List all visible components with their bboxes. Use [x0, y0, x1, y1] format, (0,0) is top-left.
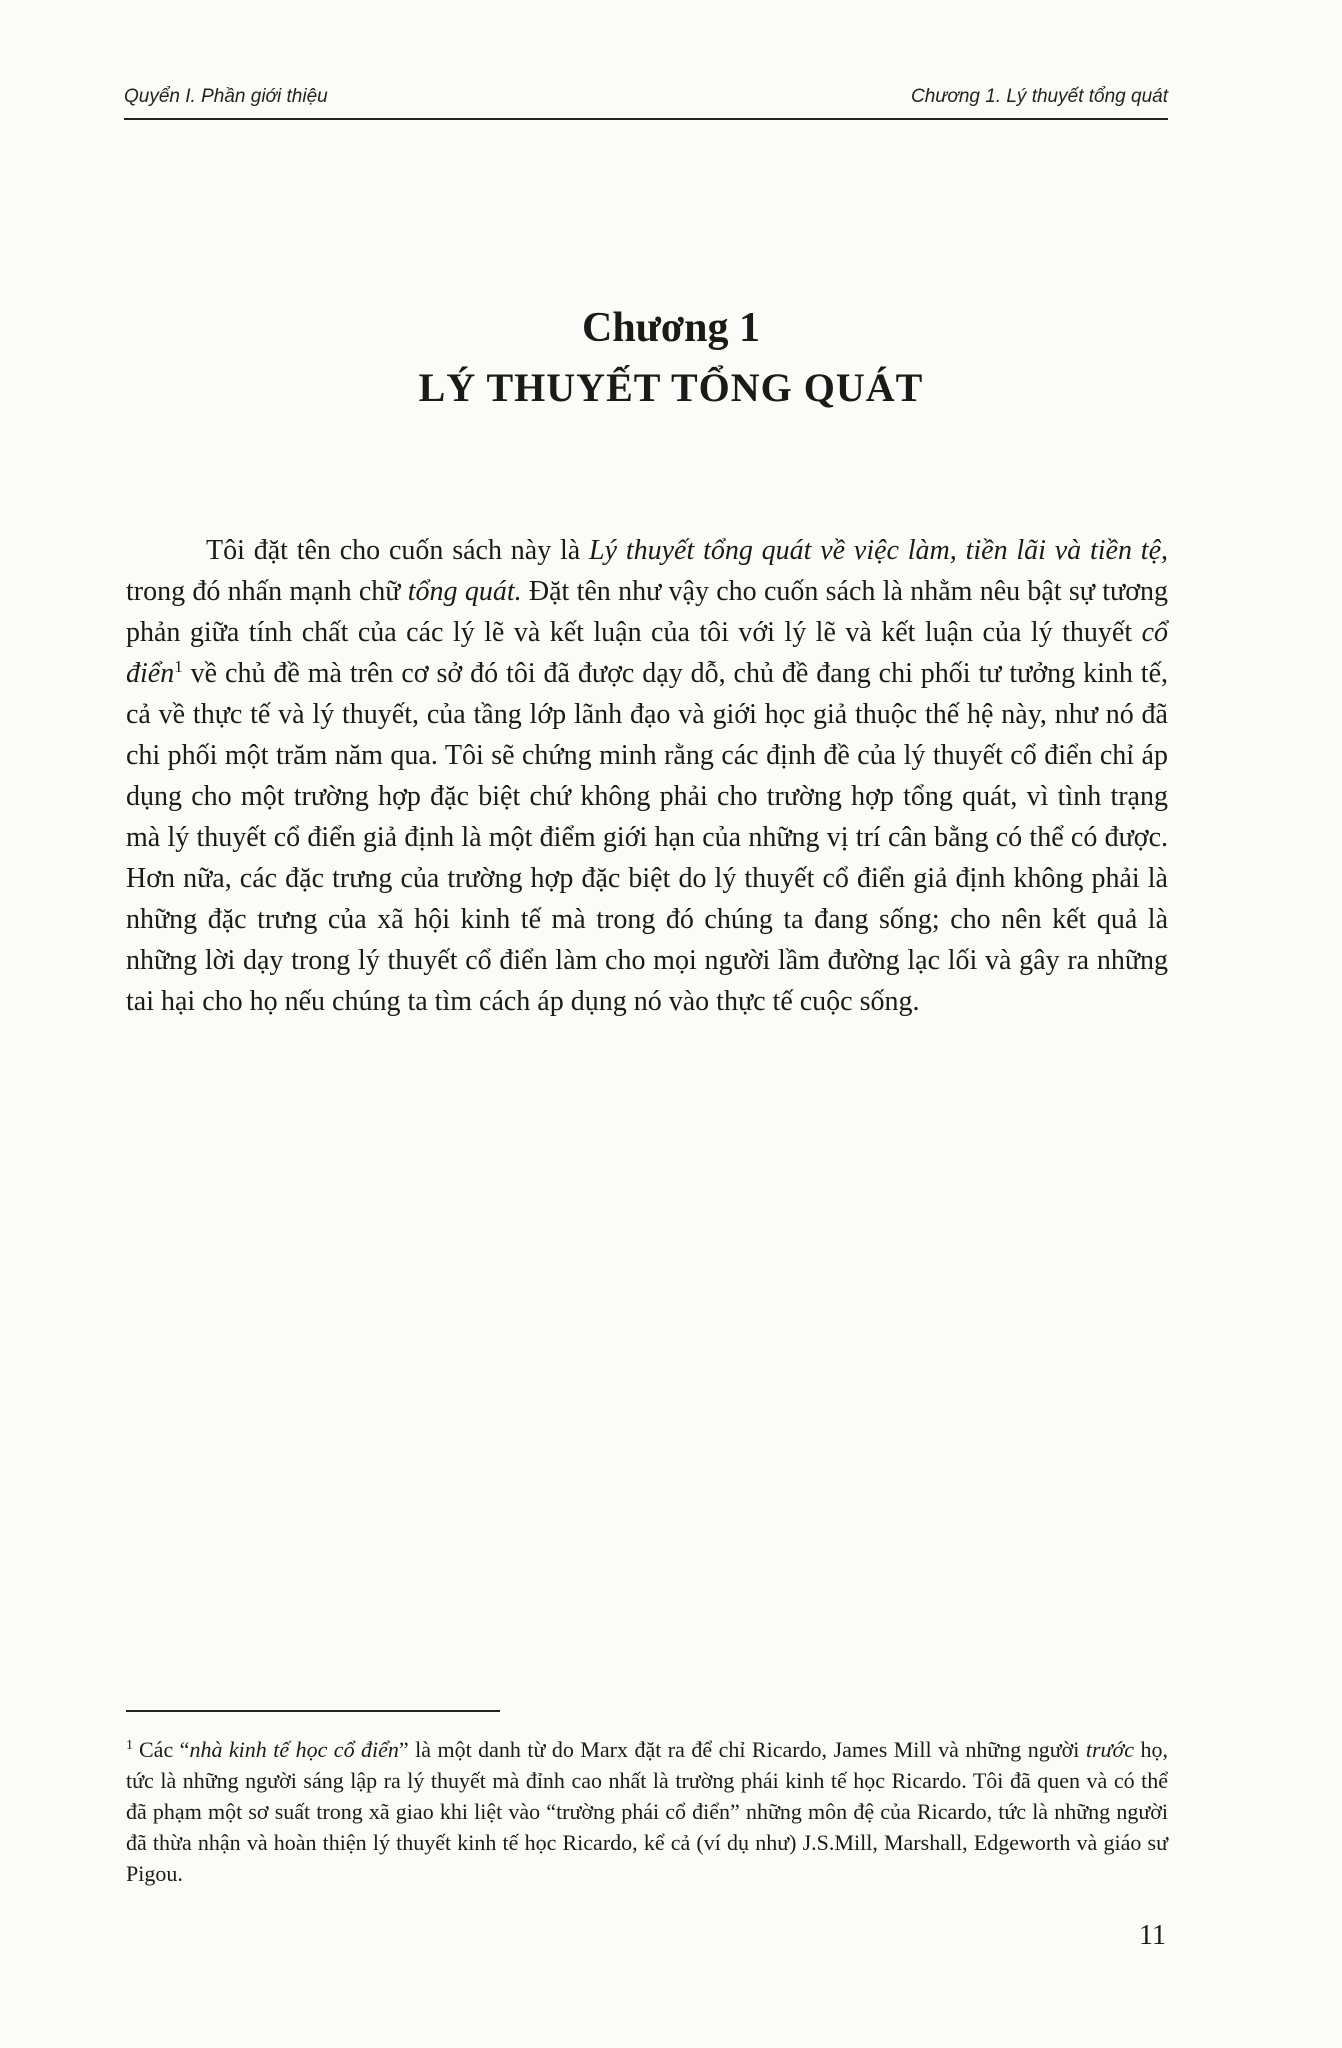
book-title: Lý thuyết tổng quát về việc làm, tiền lãi và tiền tệ, [589, 535, 1168, 566]
chapter-number: Chương 1 [581, 305, 760, 351]
footnote-reference[interactable]: 1 [174, 657, 183, 676]
footnote-emphasis-1: nhà kinh tế học cổ điển [189, 1737, 399, 1762]
running-header [124, 86, 1168, 120]
footnote-text-1: Các “ [139, 1737, 190, 1762]
footnote-marker: 1 [126, 1738, 133, 1753]
footnote-text-3: họ, tức là những người sáng lập ra lý thuyết mà đỉnh cao nhất là trường phái kinh tế học Ricardo. Tôi đã quen và có thể đã phạm một sơ suất trong xã giao khi liệt vào “trường phái cổ điển” những môn đệ của Ricardo, tức là những người đã thừa nhận và hoàn thiện lý thuyết kinh tế học Ricardo, kể cả (ví dụ như) J.S.Mill, Marshall, Edgeworth và giáo sư Pigou. [126, 1737, 1169, 1886]
body-text-4: về chủ đề mà trên cơ sở đó tôi đã được dạy dỗ, chủ đề đang chi phối tư tưởng kinh tế, cả về thực tế và lý thuyết, của tầng lớp lãnh đạo và giới học giả thuộc thế hệ này, như nó đã chi phối một trăm năm qua. Tôi sẽ chứng minh rằng các định đề của lý thuyết cổ điển chỉ áp dụng cho một trường hợp đặc biệt chứ không phải cho trường hợp tổng quát, vì tình trạng mà lý thuyết cổ điển giả định là một điểm giới hạn của những vị trí cân bằng có thể có được. Hơn nữa, các đặc trưng của trường hợp đặc biệt do lý thuyết cổ điển giả định không phải là những đặc trưng của xã hội kinh tế mà trong đó chúng ta đang sống; cho nên kết quả là những lời dạy trong lý thuyết cổ điển làm cho mọi người lầm đường lạc lối và gây ra những tai hại cho họ nếu chúng ta tìm cách áp dụng nó vào thực tế cuộc sống. [126, 658, 1168, 1017]
footnote-text-2: ” là một danh từ do Marx đặt ra để chỉ Ricardo, James Mill và những người [398, 1737, 1086, 1762]
footnote [126, 1734, 1168, 1889]
body-text-1: Tôi đặt tên cho cuốn sách này là [206, 535, 590, 566]
body-text-3: Đặt tên như vậy cho cuốn sách là nhằm nêu bật sự tương phản giữa tính chất của các lý lẽ và kết luận của tôi với lý lẽ và kết luận của lý thuyết [126, 576, 1169, 648]
classical-term: cổ điển [126, 617, 1168, 689]
chapter-heading [0, 300, 1342, 416]
header-book-part: Quyển I. Phần giới thiệu [124, 86, 328, 107]
footnote-separator [126, 1710, 500, 1712]
chapter-title: LÝ THUYẾT TỔNG QUÁT [418, 365, 924, 410]
page-number: 11 [1139, 1920, 1166, 1951]
footnote-emphasis-2: trước [1085, 1737, 1135, 1762]
header-chapter-title: Chương 1. Lý thuyết tổng quát [911, 86, 1168, 107]
body-paragraph [126, 530, 1168, 1022]
emphasized-word: tổng quát. [407, 576, 522, 607]
body-text-2: trong đó nhấn mạnh chữ [126, 576, 408, 607]
